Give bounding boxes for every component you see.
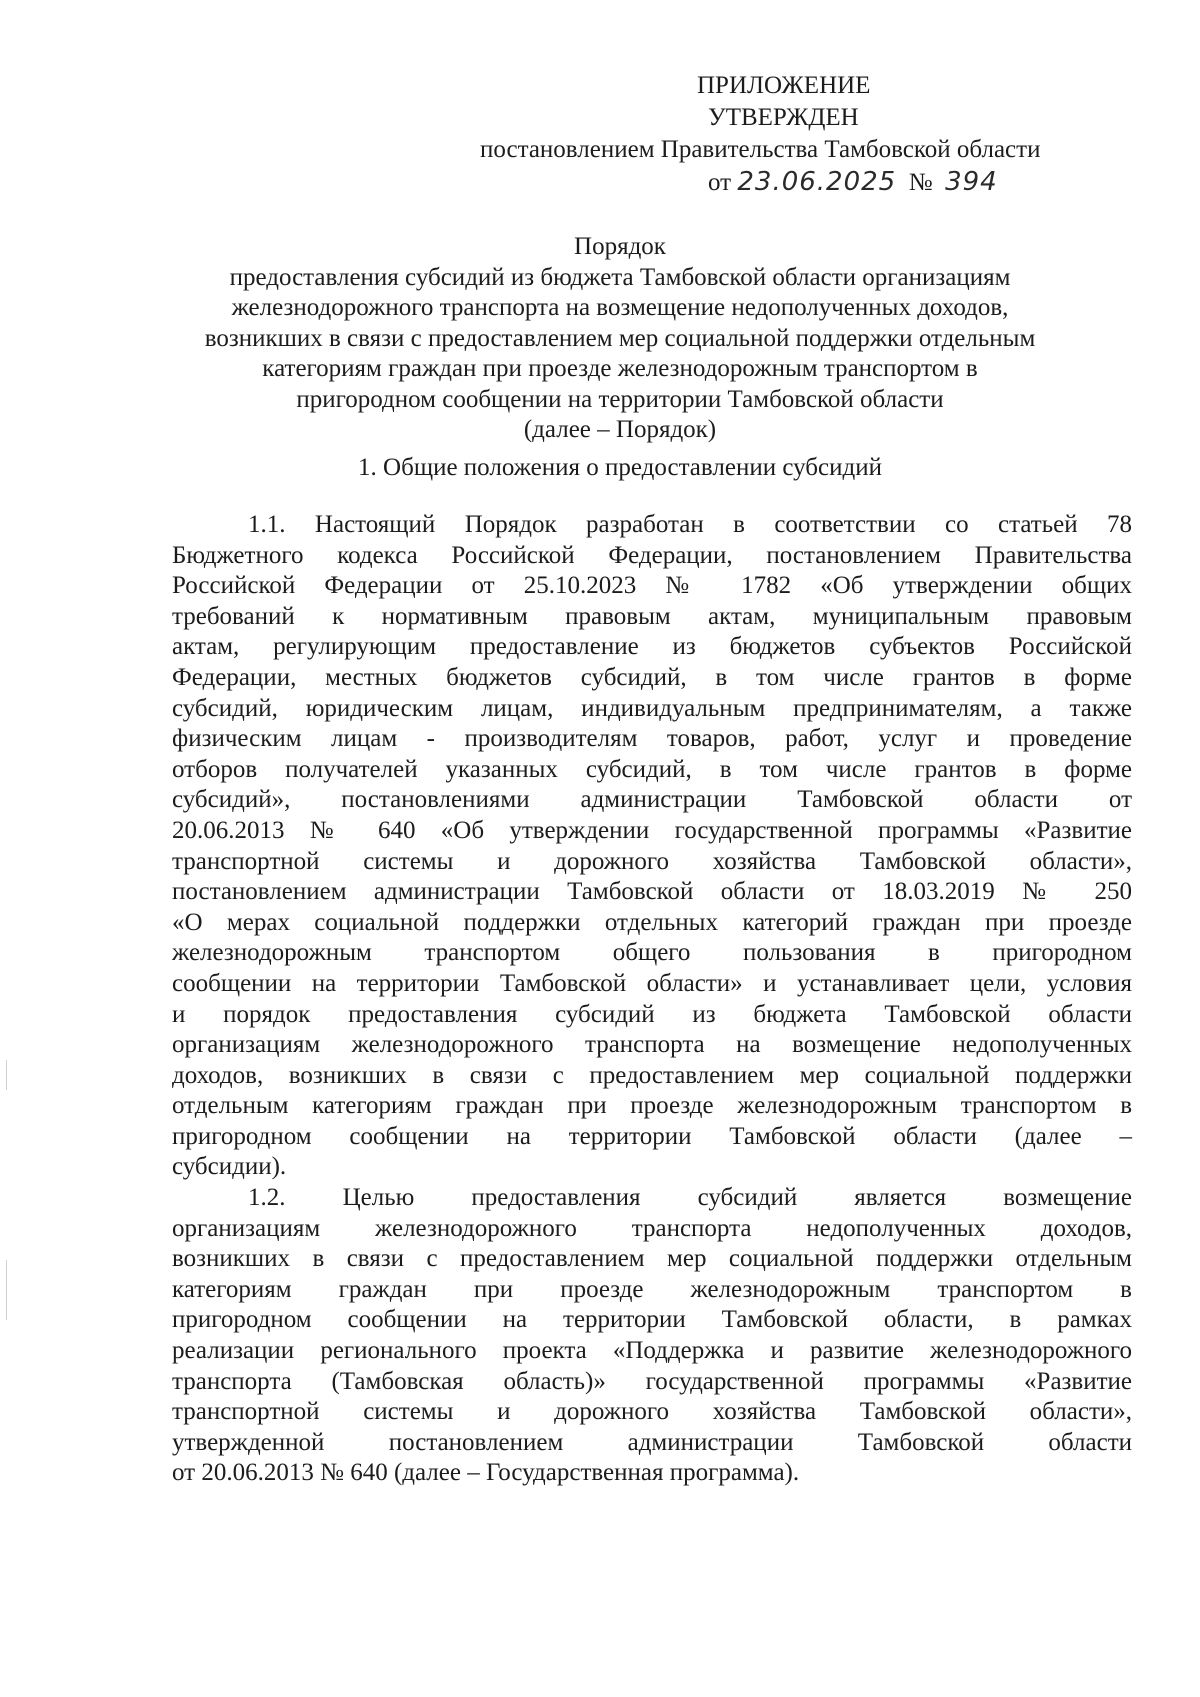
paragraph-line: железнодорожным транспортом общего пользования в пригородном [172, 939, 1132, 967]
paragraph-line: Бюджетного кодекса Российской Федерации, постановлением Правительства [172, 541, 1132, 569]
paragraph-line: Федерации, местных бюджетов субсидий, в том числе грантов в форме [172, 663, 1132, 691]
paragraph-line: возникших в связи с предоставлением мер социальной поддержки отдельным [172, 1245, 1132, 1273]
title-line: (далее – Порядок) [523, 416, 717, 443]
handwritten-number: 394 [945, 167, 998, 197]
scan-margin-mark [6, 1060, 7, 1090]
paragraph-line: пригородном сообщении на территории Тамбовской области, в рамках [172, 1306, 1132, 1334]
paragraph-line: физическим лицам - производителям товаров, работ, услуг и проведение [172, 725, 1132, 753]
paragraph-line: требований к нормативным правовым актам, муниципальным правовым [172, 602, 1132, 630]
from-prefix: от [708, 169, 732, 196]
paragraph-line: и порядок предоставления субсидий из бюджета Тамбовской области [172, 1000, 1132, 1028]
title-line: железнодорожного транспорта на возмещение недополученных доходов, [231, 294, 1009, 321]
approved-label: УТВЕРЖДЕН [708, 104, 859, 131]
paragraph-line: «О мерах социальной поддержки отдельных категорий граждан при проезде [172, 908, 1132, 936]
paragraph-line: постановлением администрации Тамбовской области от 18.03.2019 № 250 [172, 878, 1132, 906]
paragraph-line: субсидий», постановлениями администрации Тамбовской области от [172, 786, 1132, 814]
paragraph-line: актам, регулирующим предоставление из бюджетов субъектов Российской [172, 633, 1132, 661]
approval-stamp [480, 70, 1120, 199]
resolution-label: постановлением Правительства Тамбовской области [480, 136, 1041, 163]
paragraph-line: организациям железнодорожного транспорта недополученных доходов, [172, 1214, 1132, 1242]
title-line: пригородном сообщении на территории Тамбовской области [296, 385, 944, 413]
scan-margin-mark [6, 1260, 7, 1320]
paragraph-line: организациям железнодорожного транспорта на возмещение недополученных [172, 1031, 1132, 1059]
paragraph-line: утвержденной постановлением администрации Тамбовской области [172, 1428, 1132, 1456]
paragraph-line: транспортной системы и дорожного хозяйства Тамбовской области», [172, 1398, 1132, 1426]
paragraph-line: 1.2. Целью предоставления субсидий является возмещение [248, 1184, 1132, 1212]
paragraph-line: 20.06.2013 № 640 «Об утверждении государственной программы «Развитие [172, 816, 1132, 844]
title-line: Порядок [574, 233, 666, 260]
paragraph-line: отборов получателей указанных субсидий, в том числе грантов в форме [172, 755, 1132, 783]
title-line: категориям граждан при проезде железнодорожным транспортом в [262, 355, 978, 382]
paragraph-line: категориям граждан при проезде железнодорожным транспортом в [172, 1275, 1132, 1303]
paragraph-line: 1.1. Настоящий Порядок разработан в соответствии со статьей 78 [248, 511, 1132, 538]
title-line: предоставления субсидий из бюджета Тамбовской области организациям [229, 263, 1011, 291]
paragraph-line: транспорта (Тамбовская область)» государственной программы «Развитие [172, 1367, 1132, 1395]
appendix-label: ПРИЛОЖЕНИЕ [697, 72, 871, 99]
date-number-line [708, 166, 1108, 199]
paragraph-line: транспортной системы и дорожного хозяйства Тамбовской области», [172, 847, 1132, 875]
title-line: возникших в связи с предоставлением мер социальной поддержки отдельным [204, 324, 1036, 352]
paragraph-line: сообщении на территории Тамбовской области» и устанавливает цели, условия [172, 969, 1132, 997]
section-heading: 1. Общие положения о предоставлении субсидий [358, 454, 882, 481]
body-text [172, 510, 1132, 1489]
paragraph-line: субсидий, юридическим лицам, индивидуальным предпринимателям, а также [172, 694, 1132, 722]
paragraph-line: Российской Федерации от 25.10.2023 № 1782 «Об утверждении общих [172, 572, 1132, 600]
paragraph-line: доходов, возникших в связи с предоставлением мер социальной поддержки [172, 1061, 1132, 1089]
paragraph-line: субсидии). [172, 1153, 287, 1181]
paragraph-line: от 20.06.2013 № 640 (далее – Государственная программа). [172, 1459, 800, 1487]
number-prefix: № [908, 169, 933, 196]
paragraph-line: пригородном сообщении на территории Тамбовской области (далее – [172, 1122, 1132, 1150]
paragraph-line: отдельным категориям граждан при проезде железнодорожным транспортом в [172, 1092, 1132, 1120]
document-title [160, 232, 1080, 446]
handwritten-date: 23.06.2025 [737, 167, 897, 197]
paragraph-line: реализации регионального проекта «Поддержка и развитие железнодорожного [172, 1337, 1132, 1365]
